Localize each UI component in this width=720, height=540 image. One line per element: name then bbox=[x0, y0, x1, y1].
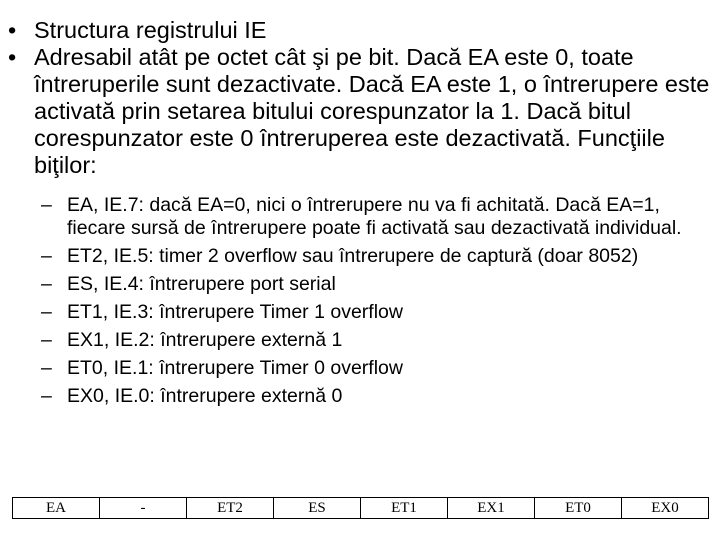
register-row bbox=[13, 498, 709, 519]
dash-icon: – bbox=[41, 301, 52, 323]
sub-bullet-item bbox=[0, 329, 712, 352]
bullet-dot-icon: • bbox=[8, 44, 17, 70]
sub-bullet-text: EA, IE.7: dacă EA=0, nici o întrerupere nu va fi achitată. Dacă EA=1, fiecare sursă de întrerupere poate fi activată sau dezactivată individual. bbox=[67, 194, 682, 239]
sub-bullet-item bbox=[0, 357, 712, 380]
dash-icon: – bbox=[41, 194, 52, 216]
register-bit-cell: ET0 bbox=[535, 498, 622, 519]
dash-icon: – bbox=[41, 357, 52, 379]
sub-bullet-text: ET0, IE.1: întrerupere Timer 0 overflow bbox=[67, 357, 403, 379]
register-bit-cell: EA bbox=[13, 498, 100, 519]
register-bit-cell: EX1 bbox=[448, 498, 535, 519]
sub-bullet-text: EX1, IE.2: întrerupere externă 1 bbox=[67, 329, 343, 351]
dash-icon: – bbox=[41, 329, 52, 351]
sub-bullet-text: ET1, IE.3: întrerupere Timer 1 overflow bbox=[67, 301, 403, 323]
sub-bullet-text: ES, IE.4: întrerupere port serial bbox=[67, 273, 336, 295]
main-bullet-list bbox=[0, 17, 716, 179]
register-bit-cell: ET1 bbox=[361, 498, 448, 519]
bit-function-list bbox=[0, 194, 712, 413]
ie-register-table bbox=[12, 497, 709, 519]
register-bit-cell: ET2 bbox=[187, 498, 274, 519]
register-bit-cell: EX0 bbox=[622, 498, 709, 519]
dash-icon: – bbox=[41, 245, 52, 267]
bullet-dot-icon: • bbox=[8, 17, 17, 43]
sub-bullet-text: EX0, IE.0: întrerupere externă 0 bbox=[67, 385, 343, 407]
sub-bullet-item bbox=[0, 273, 712, 296]
dash-icon: – bbox=[41, 273, 52, 295]
register-bit-cell: ES bbox=[274, 498, 361, 519]
sub-bullet-item bbox=[0, 245, 712, 268]
sub-bullet-item bbox=[0, 385, 712, 408]
bullet-text: Adresabil atât pe octet cât şi pe bit. Dacă EA este 0, toate întreruperile sunt dezactivate. Dacă EA este 1, o întrerupere este activată prin setarea bitului corespunzator la 1. Dacă bitul corespunzator este 0 întreruperea este dezactivată. Funcţiile biţilor: bbox=[34, 44, 710, 178]
sub-bullet-item bbox=[0, 301, 712, 324]
dash-icon: – bbox=[41, 385, 52, 407]
bullet-text: Structura registrului IE bbox=[34, 17, 267, 43]
register-bit-cell: - bbox=[100, 498, 187, 519]
sub-bullet-text: ET2, IE.5: timer 2 overflow sau întrerupere de captură (doar 8052) bbox=[67, 245, 639, 267]
bullet-item bbox=[0, 44, 716, 179]
bullet-item bbox=[0, 17, 716, 44]
sub-bullet-item bbox=[0, 194, 712, 240]
